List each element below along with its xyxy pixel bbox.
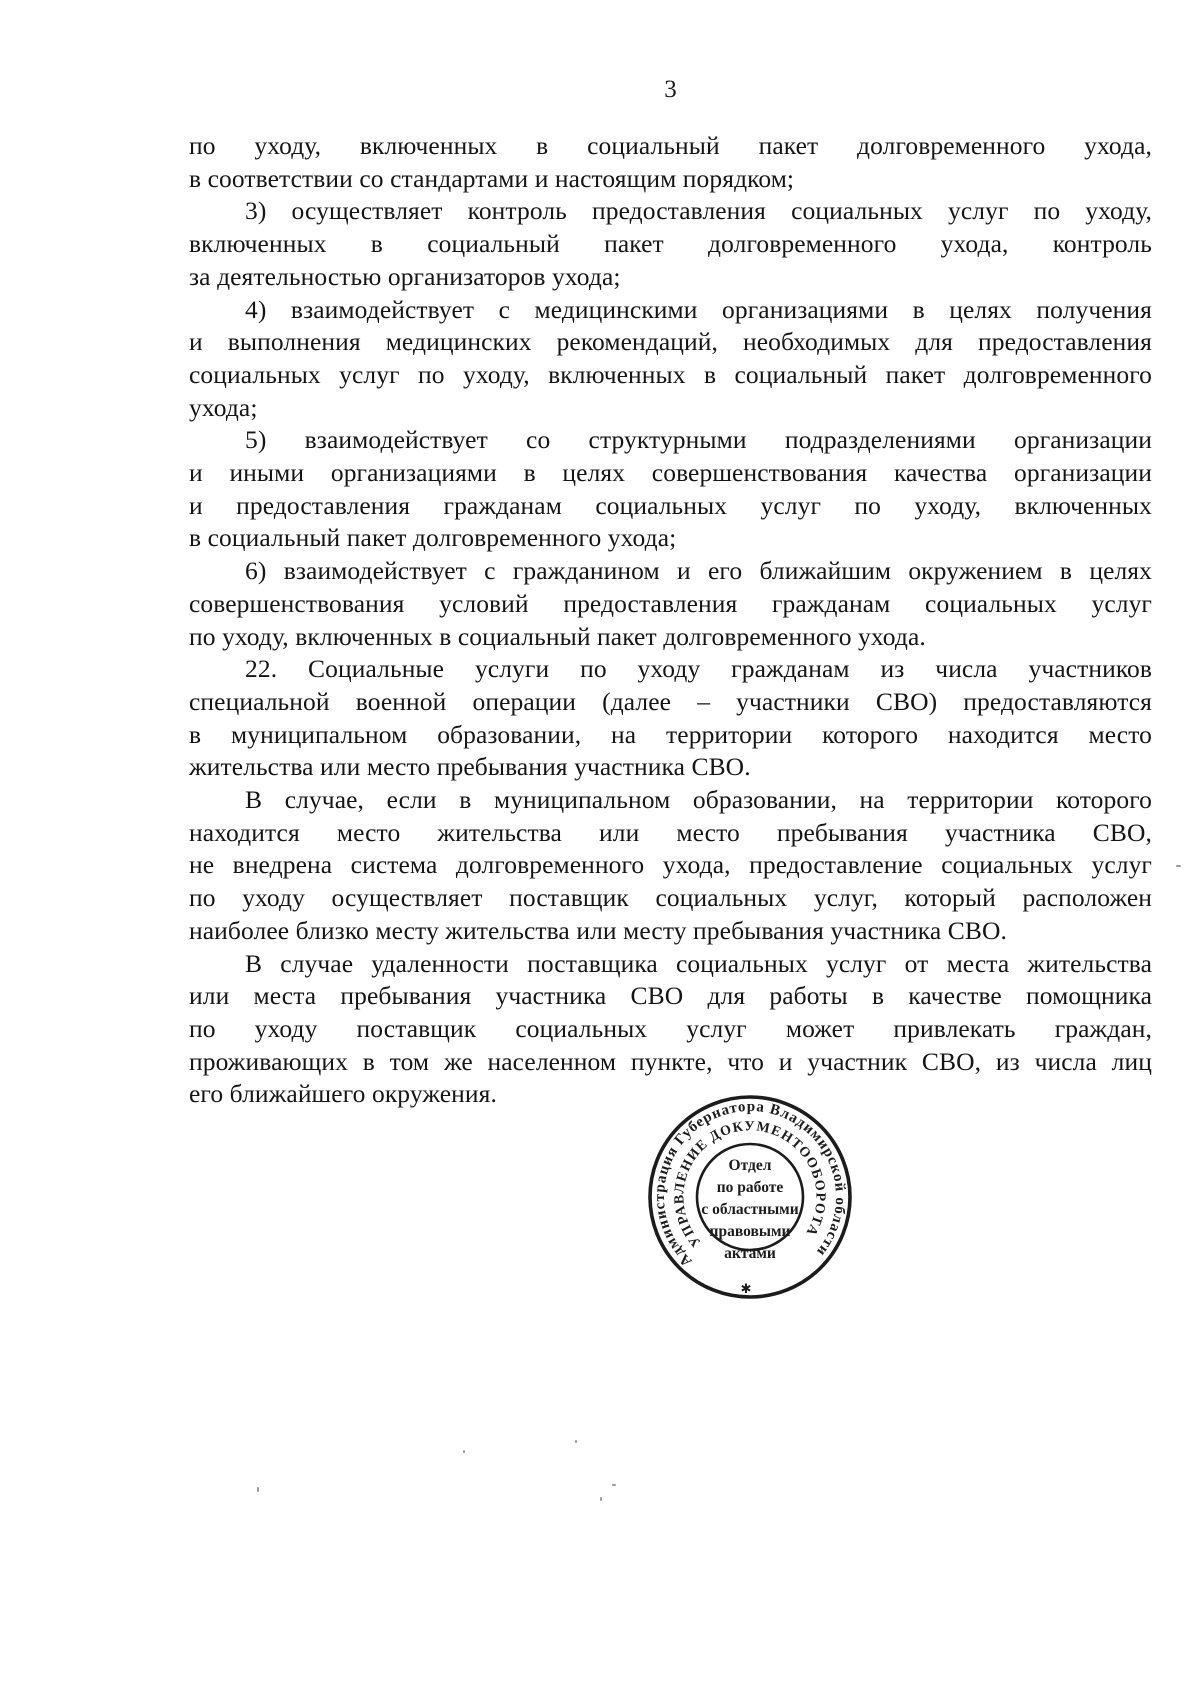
official-stamp [645,1094,857,1306]
text-line: 5) взаимодействует со структурными подразделениями организации [245,425,1152,455]
text-line: В случае, если в муниципальном образовании, на территории которого [245,785,1152,815]
stamp-outer-ring-text: Администрация Губернатора Владимирской области [651,1098,849,1270]
stamp-center-line: с областными [701,1201,799,1218]
text-line: за деятельностью организаторов ухода; [189,261,621,291]
scan-speck [575,1440,577,1443]
stamp-star-icon: ✱ [740,1281,752,1296]
text-line: в соответствии со стандартами и настоящим порядком; [189,163,795,193]
text-line: В случае удаленности поставщика социальных услуг от места жительства [245,948,1152,978]
text-line: включенных в социальный пакет долговременного ухода, контроль [189,229,1152,259]
text-line: по уходу, включенных в социальный пакет долговременного ухода. [189,621,926,651]
scan-speck [463,1450,465,1453]
text-line: наиболее близко месту жительства или месту пребывания участника СВО. [189,915,1007,945]
text-line: по уходу, включенных в социальный пакет долговременного ухода, [189,131,1152,160]
page-number: 3 [664,76,677,103]
text-line: совершенствования условий предоставления гражданам социальных услуг [189,588,1152,618]
scan-speck [1176,865,1181,867]
text-line: его ближайшего окружения. [189,1079,497,1109]
text-line: в муниципальном образовании, на территории которого находится место [189,719,1152,749]
text-line: социальных услуг по уходу, включенных в социальный пакет долговременного [189,359,1152,389]
text-line: и иными организациями в целях совершенствования качества организации [189,458,1152,488]
text-line: и предоставления гражданам социальных услуг по уходу, включенных [189,490,1152,520]
text-line: или места пребывания участника СВО для работы в качестве помощника [189,981,1152,1011]
text-line: ухода; [189,392,258,422]
scan-speck [600,1497,602,1501]
text-line: проживающих в том же населенном пункте, что и участник СВО, из числа лиц [189,1046,1152,1076]
text-line: жительства или место пребывания участника СВО. [189,752,751,782]
stamp-inner-ring-text: УПРАВЛЕНИЕ ДОКУМЕНТООБОРОТА [672,1119,828,1250]
text-line: в социальный пакет долговременного ухода; [189,523,677,553]
text-line: по уходу осуществляет поставщик социальных услуг, который расположен [189,883,1152,913]
stamp-center-line: актами [724,1245,776,1262]
text-line: находится место жительства или место пребывания участника СВО, [189,817,1152,847]
stamp-center-line: Отдел [728,1157,772,1174]
scan-speck [612,1484,616,1486]
stamp-center-line: правовыми [709,1223,791,1240]
text-line: 22. Социальные услуги по уходу гражданам из числа участников [245,654,1152,684]
text-line: по уходу поставщик социальных услуг может привлекать граждан, [189,1013,1152,1043]
text-line: 3) осуществляет контроль предоставления социальных услуг по уходу, [245,196,1152,226]
scan-speck [257,1487,259,1492]
stamp-center-line: по работе [716,1179,784,1196]
document-text [189,130,1152,1111]
text-line: 6) взаимодействует с гражданином и его ближайшим окружением в целях [245,556,1152,586]
stamp-seal-icon [645,1094,857,1306]
text-line: и выполнения медицинских рекомендаций, необходимых для предоставления [189,327,1152,357]
text-line: не внедрена система долговременного ухода, предоставление социальных услуг [189,850,1152,880]
text-line: 4) взаимодействует с медицинскими организациями в целях получения [245,294,1152,324]
text-line: специальной военной операции (далее – участники СВО) предоставляются [189,686,1152,716]
